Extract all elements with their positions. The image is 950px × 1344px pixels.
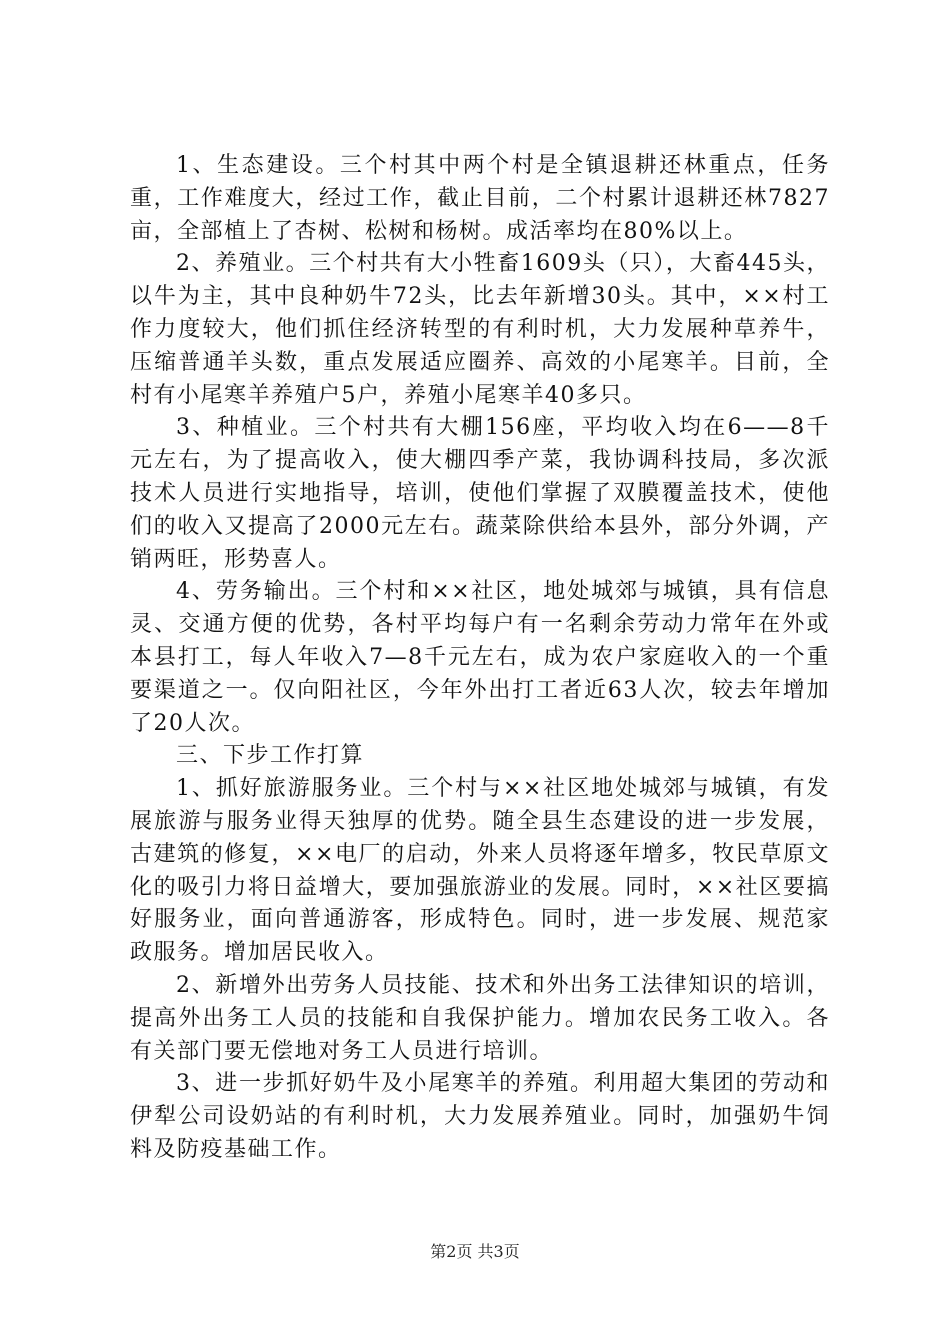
page-footer: 第2页 共3页 xyxy=(430,1242,520,1261)
paragraph-labor: 4、劳务输出。三个村和××社区，地处城郊与城镇，具有信息灵、交通方便的优势，各村平均每户有一名剩余劳动力常年在外或本县打工，每人年收入7—8千元左右，成为农户家庭收入的一个重要渠道之一。仅向阳社区，今年外出打工者近63人次，较去年增加了20人次。 xyxy=(130,579,830,736)
section-heading: 三、下步工作打算 xyxy=(176,743,365,769)
plan-tourism: 1、抓好旅游服务业。三个村与××社区地处城郊与城镇，有发展旅游与服务业得天独厚的优势。随全县生态建设的进一步发展，古建筑的修复，××电厂的启动，外来人员将逐年增多，牧民草原文化的吸引力将日益增大，要加强旅游业的发展。同时，××社区要搞好服务业，面向普通游客，形成特色。同时，进一步发展、规范家政服务。增加居民收入。 xyxy=(130,776,830,966)
plan-breeding: 3、进一步抓好奶牛及小尾寒羊的养殖。利用超大集团的劳动和伊犁公司设奶站的有利时机，大力发展养殖业。同时，加强奶牛饲料及防疫基础工作。 xyxy=(130,1071,830,1162)
paragraph-ecology: 1、生态建设。三个村其中两个村是全镇退耕还林重点，任务重，工作难度大，经过工作，截止目前，二个村累计退耕还林7827亩，全部植上了杏树、松树和杨树。成活率均在80%以上。 xyxy=(130,153,830,244)
document-body xyxy=(130,150,830,1167)
plan-training: 2、新增外出劳务人员技能、技术和外出务工法律知识的培训，提高外出务工人员的技能和自我保护能力。增加农民务工收入。各有关部门要无偿地对务工人员进行培训。 xyxy=(130,972,830,1064)
paragraph-planting: 3、种植业。三个村共有大棚156座，平均收入均在6——8千元左右，为了提高收入，使大棚四季产菜，我协调科技局，多次派技术人员进行实地指导，培训，使他们掌握了双膜覆盖技术，使他们的收入又提高了2000元左右。蔬菜除供给本县外，部分外调，产销两旺，形势喜人。 xyxy=(130,415,830,572)
paragraph-livestock: 2、养殖业。三个村共有大小牲畜1609头（只），大畜445头，以牛为主，其中良种奶牛72头，比去年新增30头。其中，××村工作力度较大，他们抓住经济转型的有利时机，大力发展种草养牛，压缩普通羊头数，重点发展适应圈养、高效的小尾寒羊。目前，全村有小尾寒羊养殖户5户，养殖小尾寒羊40多只。 xyxy=(130,251,830,408)
